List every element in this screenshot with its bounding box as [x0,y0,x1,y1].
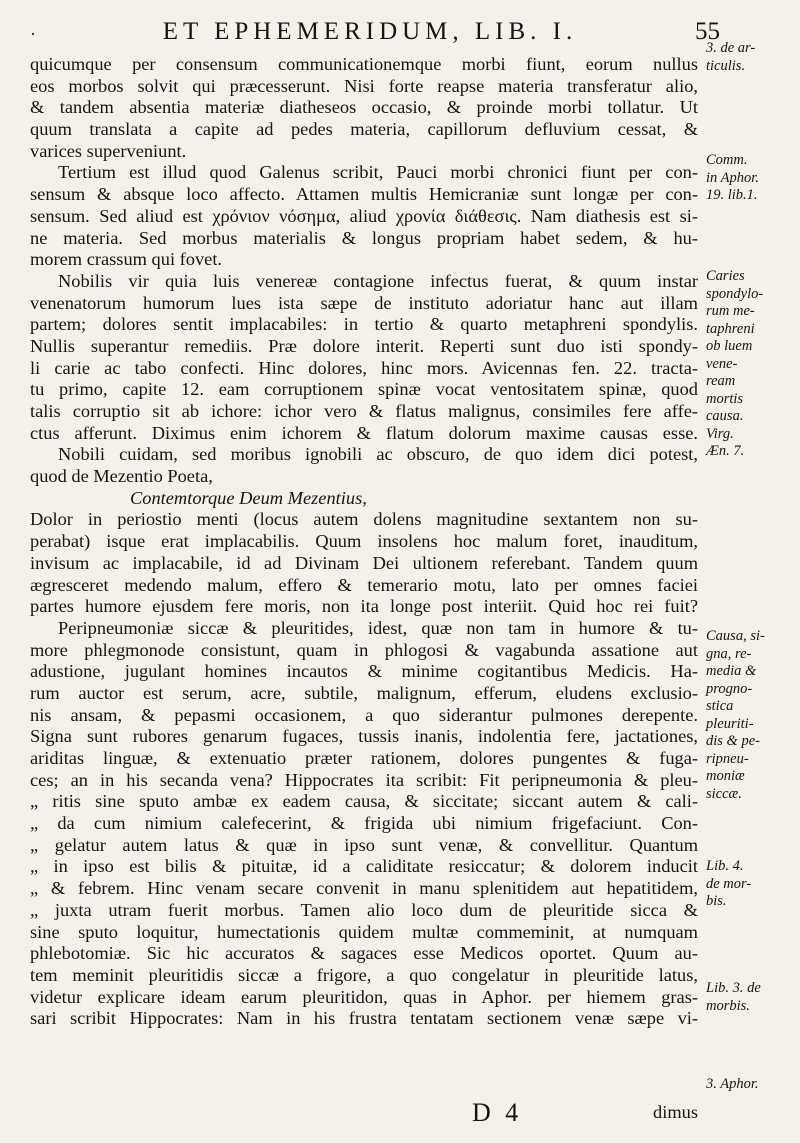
quoted-line: „ in ipso est bilis & pituitæ, id a caliditate resiccatur; & dolorem inducit [30,856,698,877]
text-line: invisum ac implacabile, id ad Divinam Dei ultionem referebant. Tandem quum [30,552,698,573]
margin-note [706,858,796,911]
text-line: partes humore ejusdem fere moris, non ita longe post interiit. Quid hoc rei fuit? [30,596,698,617]
margin-note-line: in Aphor. [706,169,759,186]
text-line: nis ansam, & pepasmi occasionem, a quo siderantur pulmones derepente. [30,704,698,725]
margin-note-line: 3. de ar- [706,40,756,56]
text-line: Nobili cuidam, sed moribus ignobili ac obscuro, de quo idem dici potest, [58,444,698,465]
text-line: morem crassum qui fovet. [30,249,223,270]
text-line: & tandem absentia materiæ diatheseos occasio, & proinde morbi tollatur. Ut [30,97,698,118]
margin-note-line: ream [706,373,736,389]
margin-note [706,980,796,1015]
margin-note-line: pleuriti- [706,715,754,732]
text-line: quicumque per consensum communicationemque morbi fiunt, eorum nullus [30,54,698,74]
header-mark: · [30,24,36,44]
text-line: partem; dolores sentit implacabiles: in tertio & quarto metaphreni spondylis. [30,314,698,335]
text-line: sari scribit Hippocrates: Nam in his frustra tentatam sectionem venæ sæpe vi- [30,1008,698,1029]
margin-note-line: causa. [706,408,744,424]
running-head: ET EPHEMERIDUM, LIB. I. [162,18,578,45]
margin-note-line: de mor- [706,875,752,892]
margin-note-line: progno- [706,680,753,697]
text-line: varices superveniunt. [30,140,187,161]
margin-note-line: stica [706,698,734,714]
page-number: 55 [695,18,720,45]
margin-note-line: Caries [706,268,745,284]
main-text [30,54,698,1052]
text-line: quum translata a capite ad pedes materia, capillorum defluvium cessat, & [30,119,698,140]
text-line: more phlegmonode consistunt, quam in phlogosi & vagabunda assatione aut [30,639,698,660]
margin-note-line: morbis. [706,997,750,1014]
margin-note-line: Comm. [706,152,748,168]
quoted-line: „ juxta utram fuerit morbus. Tamen alio loco dum de pleuritide sicca & [30,899,698,920]
text-line: eos morbos solvit qui præcesserunt. Nisi forte reapse materia transferatur alio, [30,75,698,96]
text-line: sine sputo loquitur, humectationis quidem multæ commeminit, at numquam [30,921,698,942]
margin-note [706,268,796,461]
text-line: sensum & absque loco affecto. Attamen multis Hemicraniæ sunt longæ per con- [30,184,698,205]
text-line: Dolor in periostio menti (locus autem dolens magnitudine sextantem non su- [30,509,698,530]
margin-note-line: dis & pe- [706,733,760,749]
margin-note-line: ob luem [706,338,753,354]
quoted-line: „ da cum nimium calefecerint, & frigida ubi nimium frigefaciunt. Con- [30,813,698,834]
text-line: videtur explicare ideam earum pleuritidon, quas in Aphor. per hiemem gras- [30,986,698,1007]
text-line: sensum. Sed aliud est χρόνιον νόσημα, aliud χρονία διάθεσις. Nam diathesis est si- [30,205,698,226]
text-line: phlebotomiæ. Sic hic accuratos & sagaces esse Medicos oportet. Quum au- [30,943,698,964]
text-line: tem meminit pleuritidis siccæ a frigore, a quo congelatur in pleuritide latus, [30,964,698,985]
text-line: Peripneumoniæ siccæ & pleuritides, idest, quæ non tam in humore & tu- [58,617,698,638]
text-line: perabat) isque erat implacabilis. Quum insolens hoc malum foret, inauditum, [30,531,698,552]
margin-note [706,628,796,803]
margin-note-line: moniæ [706,768,745,784]
margin-note-line: siccæ. [706,785,742,802]
text-line: ne materia. Sed morbus materialis & longus propriam habet sedem, & hu- [30,227,698,248]
catchword: dimus [653,1102,698,1122]
text-line: ces; an in his secanda vena? Hippocrates ita scribit: Fit peripneumonia & pleu- [30,769,698,790]
margin-note-line: Æn. 7. [706,443,745,459]
signature-mark: D 4 [472,1098,523,1127]
margin-note-line: mortis [706,390,744,407]
margin-note-line: 19. lib.1. [706,187,758,203]
text-line: rum auctor est serum, acre, subtile, malignum, efferum, eludens exclusio- [30,682,698,703]
text-line: quod de Mezentio Poeta, [30,466,213,487]
quoted-line: „ & febrem. Hinc venam secare convenit in manu splenitidem aut hepatitidem, [30,878,698,899]
text-line: li carie ac tabo confecti. Hinc dolores, hinc mors. Avicennas fen. 22. tracta- [30,357,698,378]
text-line: venenatorum humorum lues ista sæpe de instituto adoriatur hanc aut illam [30,292,698,313]
margin-note [706,1076,796,1094]
text-line: tu primo, capite 12. eam corruptionem spinæ vocat ventositatem spinæ, quod [30,379,698,400]
text-line: Signa sunt rubores genarum fugaces, tussis inanis, indolentia fere, jactationes, [30,726,698,747]
text-line [30,1030,698,1052]
margin-note-line: gna, re- [706,645,752,662]
margin-note-line: Causa, si- [706,628,765,644]
text-line: ctus afferunt. Diximus enim ichorem & flatum dolorum maxime causas esse. [30,422,698,443]
margin-note-line: media & [706,663,757,679]
margin-note-line: ripneu- [706,750,749,767]
margin-note-line: taphreni [706,320,755,337]
margin-note-line: ticulis. [706,57,746,74]
text-line: Tertium est illud quod Galenus scribit, Pauci morbi chronici fiunt per con- [58,162,698,183]
margin-note-line: vene- [706,355,738,372]
margin-note [706,40,796,75]
text-line: talis corruptio sit ab ichore: ichor vero & flatus malignus, consimiles fere affe- [30,401,698,421]
margin-note [706,152,796,205]
margin-note-line: bis. [706,893,727,909]
verse-quotation: Contemtorque Deum Mezentius, [130,487,367,508]
text-line: ægresceret medendo malum, effero & temerario motu, lato per omnes faciei [30,574,698,595]
quoted-line: „ gelatur autem latus & quæ in ipso sunt venæ, & convellitur. Quantum [30,834,698,855]
quoted-line: „ ritis sine sputo ambæ ex eadem causa, & siccitate; siccant autem & cali- [30,791,698,812]
margin-note-line: Virg. [706,425,734,442]
margin-note-line: rum me- [706,303,755,319]
margin-note-line: Lib. 4. [706,858,744,874]
margin-note-line: 3. Aphor. [706,1076,759,1092]
page-header [30,14,720,54]
text-line: Nullis superantur remediis. Præ dolore interit. Reperti sunt duo isti spondy- [30,335,698,356]
text-line: adustione, jugulant homines incautos & minime cogitantibus Medicis. Ha- [30,661,698,682]
text-line: ariditas linguæ, & extenuatio præter rationem, dolores pungentes & fuga- [30,748,698,768]
margin-note-line: Lib. 3. de [706,980,761,996]
text-line: Nobilis vir quia luis venereæ contagione infectus fuerat, & quum instar [58,270,698,291]
margin-note-line: spondylo- [706,285,764,302]
page-footer [30,1094,698,1134]
